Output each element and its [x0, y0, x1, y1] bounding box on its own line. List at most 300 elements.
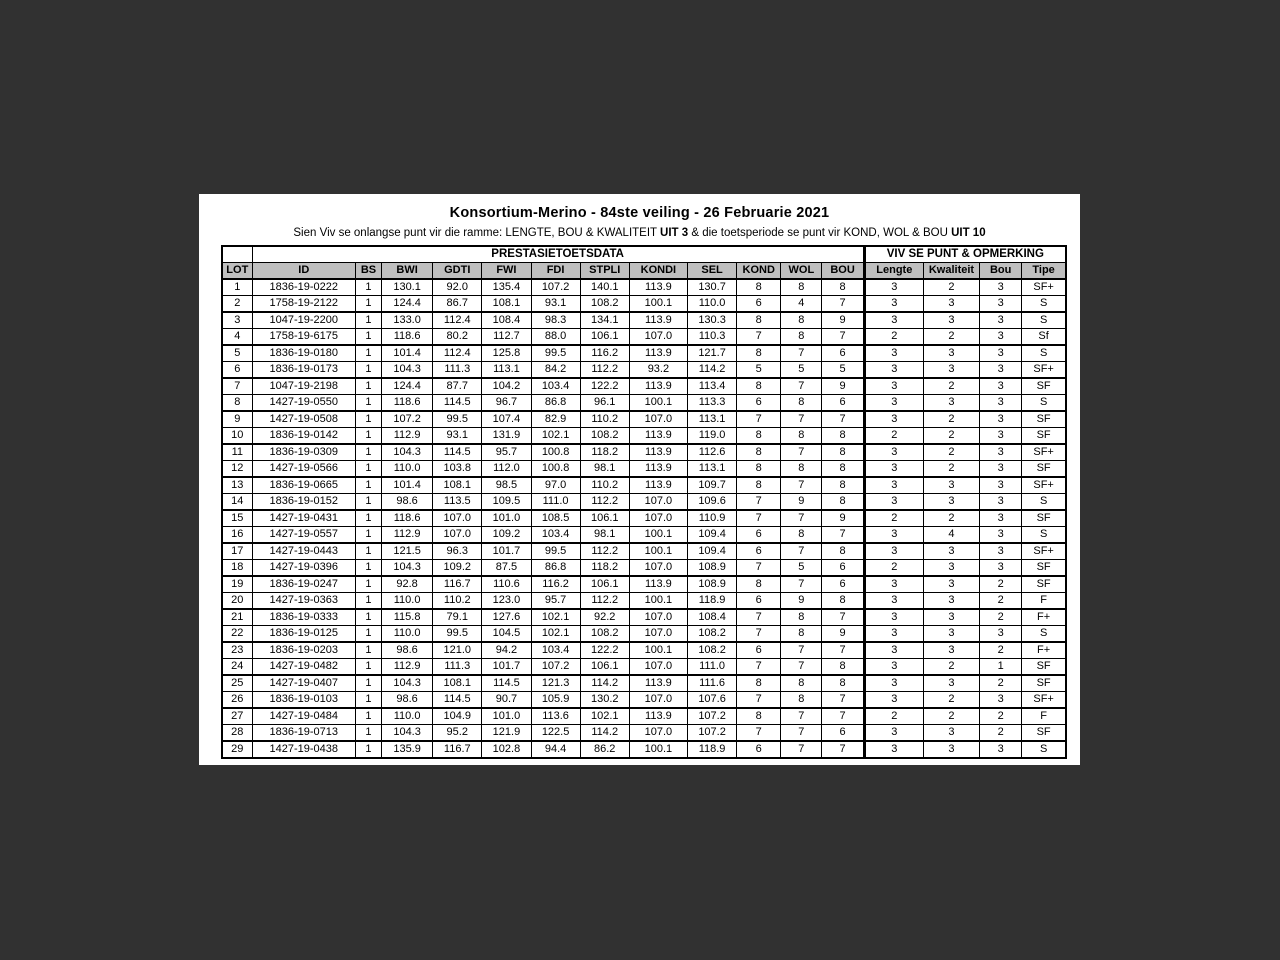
cell-stpli: 118.2: [580, 444, 629, 461]
column-header-kwaliteit: Kwaliteit: [923, 263, 979, 280]
cell-bou: 3: [980, 444, 1022, 461]
cell-kwaliteit: 3: [923, 725, 979, 742]
cell-lengte: 3: [864, 494, 923, 511]
cell-lot: 3: [222, 312, 252, 329]
cell-bs: 1: [355, 395, 381, 412]
cell-bwi: 104.3: [382, 725, 433, 742]
table-row: [222, 279, 1066, 296]
cell-id: 1836-19-0125: [252, 626, 355, 643]
cell-lot: 8: [222, 395, 252, 412]
cell-kondi: 107.0: [629, 626, 687, 643]
cell-stpli: 106.1: [580, 659, 629, 676]
page-title: Konsortium-Merino - 84ste veiling - 26 Februarie 2021: [449, 205, 830, 221]
cell-kond: 6: [737, 593, 781, 610]
cell-wol: 4: [781, 296, 822, 313]
cell-fwi: 101.7: [482, 659, 531, 676]
cell-kwaliteit: 2: [923, 428, 979, 445]
cell-stpli: 114.2: [580, 675, 629, 692]
cell-stpli: 110.2: [580, 411, 629, 428]
cell-stpli: 112.2: [580, 362, 629, 379]
cell-fwi: 102.8: [482, 741, 531, 758]
cell-wol: 9: [781, 593, 822, 610]
cell-wol: 7: [781, 725, 822, 742]
cell-kondi: 107.0: [629, 609, 687, 626]
cell-bs: 1: [355, 692, 381, 709]
cell-kwaliteit: 3: [923, 543, 979, 560]
cell-kond: 6: [737, 543, 781, 560]
cell-lot: 9: [222, 411, 252, 428]
cell-bs: 1: [355, 527, 381, 544]
table-row: [222, 395, 1066, 412]
cell-bou: 7: [822, 642, 864, 659]
cell-lengte: 3: [864, 411, 923, 428]
cell-kwaliteit: 3: [923, 593, 979, 610]
cell-kondi: 100.1: [629, 527, 687, 544]
cell-bou: 8: [822, 675, 864, 692]
cell-id: 1427-19-0396: [252, 560, 355, 577]
cell-fdi: 97.0: [531, 477, 580, 494]
cell-bs: 1: [355, 378, 381, 395]
cell-bs: 1: [355, 560, 381, 577]
cell-bou: 3: [980, 378, 1022, 395]
cell-fwi: 112.7: [482, 329, 531, 346]
cell-stpli: 122.2: [580, 378, 629, 395]
cell-lot: 4: [222, 329, 252, 346]
cell-kwaliteit: 2: [923, 510, 979, 527]
cell-bwi: 101.4: [382, 345, 433, 362]
cell-bou: 3: [980, 626, 1022, 643]
cell-tipe: SF: [1022, 461, 1066, 478]
cell-sel: 107.2: [688, 725, 737, 742]
cell-tipe: SF: [1022, 411, 1066, 428]
cell-kond: 7: [737, 609, 781, 626]
cell-lengte: 3: [864, 345, 923, 362]
cell-gdti: 92.0: [433, 279, 482, 296]
cell-wol: 8: [781, 461, 822, 478]
cell-stpli: 86.2: [580, 741, 629, 758]
cell-stpli: 110.2: [580, 477, 629, 494]
cell-lot: 12: [222, 461, 252, 478]
cell-kond: 7: [737, 626, 781, 643]
cell-bwi: 104.3: [382, 362, 433, 379]
table-row: [222, 494, 1066, 511]
table-row: [222, 477, 1066, 494]
cell-fwi: 113.1: [482, 362, 531, 379]
cell-sel: 109.4: [688, 527, 737, 544]
cell-bwi: 92.8: [382, 576, 433, 593]
cell-fwi: 104.5: [482, 626, 531, 643]
cell-bou: 7: [822, 296, 864, 313]
cell-sel: 108.2: [688, 626, 737, 643]
cell-id: 1427-19-0438: [252, 741, 355, 758]
cell-gdti: 114.5: [433, 395, 482, 412]
table-row: [222, 659, 1066, 676]
table-row: [222, 329, 1066, 346]
cell-fdi: 113.6: [531, 708, 580, 725]
cell-fdi: 102.1: [531, 609, 580, 626]
cell-bou: 3: [980, 329, 1022, 346]
column-header-kond: KOND: [737, 263, 781, 280]
cell-bou: 1: [980, 659, 1022, 676]
cell-tipe: S: [1022, 626, 1066, 643]
column-header-fwi: FWI: [482, 263, 531, 280]
cell-bwi: 112.9: [382, 527, 433, 544]
cell-gdti: 113.5: [433, 494, 482, 511]
cell-sel: 107.6: [688, 692, 737, 709]
cell-bou: 6: [822, 560, 864, 577]
cell-lengte: 2: [864, 708, 923, 725]
page-subtitle: [199, 227, 1080, 239]
cell-kond: 8: [737, 576, 781, 593]
column-header-lot: LOT: [222, 263, 252, 280]
cell-id: 1427-19-0443: [252, 543, 355, 560]
cell-sel: 130.3: [688, 312, 737, 329]
cell-stpli: 108.2: [580, 428, 629, 445]
cell-gdti: 103.8: [433, 461, 482, 478]
cell-wol: 7: [781, 642, 822, 659]
table-row: [222, 692, 1066, 709]
cell-sel: 113.1: [688, 411, 737, 428]
cell-sel: 111.0: [688, 659, 737, 676]
cell-bou: 8: [822, 543, 864, 560]
column-header-gdti: GDTI: [433, 263, 482, 280]
cell-kwaliteit: 3: [923, 642, 979, 659]
cell-lot: 20: [222, 593, 252, 610]
cell-lengte: 3: [864, 741, 923, 758]
cell-kwaliteit: 2: [923, 692, 979, 709]
cell-kond: 8: [737, 345, 781, 362]
cell-fwi: 109.2: [482, 527, 531, 544]
cell-sel: 108.4: [688, 609, 737, 626]
cell-wol: 7: [781, 543, 822, 560]
table-body: [222, 279, 1066, 758]
cell-bou: 8: [822, 444, 864, 461]
cell-lengte: 3: [864, 477, 923, 494]
cell-fdi: 99.5: [531, 543, 580, 560]
cell-fwi: 109.5: [482, 494, 531, 511]
cell-bou: 9: [822, 510, 864, 527]
cell-id: 1427-19-0484: [252, 708, 355, 725]
cell-bou: 3: [980, 494, 1022, 511]
cell-lengte: 3: [864, 659, 923, 676]
cell-fwi: 125.8: [482, 345, 531, 362]
cell-bou: 3: [980, 477, 1022, 494]
cell-bwi: 101.4: [382, 477, 433, 494]
cell-bou: 3: [980, 395, 1022, 412]
cell-sel: 121.7: [688, 345, 737, 362]
cell-stpli: 114.2: [580, 725, 629, 742]
table-row: [222, 642, 1066, 659]
group-header-row: [222, 246, 1066, 263]
cell-bs: 1: [355, 642, 381, 659]
document-sheet: [199, 194, 1080, 765]
cell-bwi: 115.8: [382, 609, 433, 626]
cell-wol: 8: [781, 428, 822, 445]
cell-lengte: 3: [864, 527, 923, 544]
cell-bou: 3: [980, 527, 1022, 544]
cell-tipe: SF: [1022, 659, 1066, 676]
cell-lengte: 3: [864, 725, 923, 742]
cell-fdi: 103.4: [531, 378, 580, 395]
cell-stpli: 116.2: [580, 345, 629, 362]
cell-bou: 7: [822, 329, 864, 346]
cell-fwi: 90.7: [482, 692, 531, 709]
cell-sel: 110.3: [688, 329, 737, 346]
cell-stpli: 122.2: [580, 642, 629, 659]
cell-kondi: 113.9: [629, 345, 687, 362]
cell-bs: 1: [355, 329, 381, 346]
cell-wol: 5: [781, 560, 822, 577]
cell-kond: 7: [737, 725, 781, 742]
cell-bwi: 110.0: [382, 626, 433, 643]
cell-lot: 22: [222, 626, 252, 643]
cell-bou: 3: [980, 692, 1022, 709]
cell-lengte: 3: [864, 609, 923, 626]
cell-id: 1836-19-0665: [252, 477, 355, 494]
cell-wol: 8: [781, 329, 822, 346]
cell-bou: 8: [822, 461, 864, 478]
cell-id: 1047-19-2198: [252, 378, 355, 395]
cell-fdi: 102.1: [531, 626, 580, 643]
table-row: [222, 362, 1066, 379]
cell-bwi: 112.9: [382, 659, 433, 676]
cell-stpli: 112.2: [580, 494, 629, 511]
cell-fdi: 122.5: [531, 725, 580, 742]
cell-sel: 112.6: [688, 444, 737, 461]
cell-bou: 2: [980, 708, 1022, 725]
column-header-bs: BS: [355, 263, 381, 280]
cell-bou: 3: [980, 543, 1022, 560]
cell-tipe: S: [1022, 312, 1066, 329]
column-header-kondi: KONDI: [629, 263, 687, 280]
cell-fdi: 82.9: [531, 411, 580, 428]
cell-kond: 7: [737, 329, 781, 346]
group-header-prestasietoetsdata: PRESTASIETOETSDATA: [252, 246, 864, 263]
cell-wol: 7: [781, 510, 822, 527]
cell-bou: 9: [822, 378, 864, 395]
column-header-bou: Bou: [980, 263, 1022, 280]
cell-tipe: SF: [1022, 428, 1066, 445]
cell-tipe: F: [1022, 593, 1066, 610]
cell-kwaliteit: 3: [923, 345, 979, 362]
cell-id: 1047-19-2200: [252, 312, 355, 329]
cell-fdi: 95.7: [531, 593, 580, 610]
cell-stpli: 112.2: [580, 543, 629, 560]
cell-kwaliteit: 3: [923, 362, 979, 379]
cell-bs: 1: [355, 593, 381, 610]
cell-tipe: SF+: [1022, 279, 1066, 296]
cell-bs: 1: [355, 510, 381, 527]
cell-bwi: 110.0: [382, 708, 433, 725]
cell-bou: 7: [822, 609, 864, 626]
cell-gdti: 114.5: [433, 444, 482, 461]
cell-bs: 1: [355, 659, 381, 676]
cell-fwi: 98.5: [482, 477, 531, 494]
cell-kondi: 100.1: [629, 593, 687, 610]
cell-bs: 1: [355, 708, 381, 725]
cell-tipe: SF+: [1022, 692, 1066, 709]
cell-fwi: 104.2: [482, 378, 531, 395]
column-header-bou: BOU: [822, 263, 864, 280]
cell-fdi: 99.5: [531, 345, 580, 362]
cell-lot: 2: [222, 296, 252, 313]
cell-bou: 2: [980, 593, 1022, 610]
cell-fwi: 95.7: [482, 444, 531, 461]
cell-id: 1836-19-0713: [252, 725, 355, 742]
cell-kondi: 113.9: [629, 675, 687, 692]
cell-kondi: 100.1: [629, 741, 687, 758]
cell-lengte: 3: [864, 279, 923, 296]
cell-lot: 25: [222, 675, 252, 692]
cell-kond: 8: [737, 708, 781, 725]
cell-tipe: SF+: [1022, 543, 1066, 560]
cell-bou: 6: [822, 395, 864, 412]
table-row: [222, 741, 1066, 758]
cell-bou: 2: [980, 675, 1022, 692]
cell-fdi: 105.9: [531, 692, 580, 709]
cell-bs: 1: [355, 609, 381, 626]
cell-stpli: 92.2: [580, 609, 629, 626]
cell-bou: 3: [980, 741, 1022, 758]
cell-kond: 8: [737, 675, 781, 692]
cell-lot: 19: [222, 576, 252, 593]
cell-fwi: 112.0: [482, 461, 531, 478]
cell-wol: 7: [781, 741, 822, 758]
cell-bou: 7: [822, 741, 864, 758]
cell-lot: 17: [222, 543, 252, 560]
cell-tipe: SF: [1022, 510, 1066, 527]
cell-kondi: 100.1: [629, 296, 687, 313]
cell-bs: 1: [355, 461, 381, 478]
cell-fdi: 98.3: [531, 312, 580, 329]
cell-gdti: 86.7: [433, 296, 482, 313]
cell-lot: 13: [222, 477, 252, 494]
cell-bou: 3: [980, 510, 1022, 527]
table-row: [222, 444, 1066, 461]
subtitle-bold-uit10: UIT 10: [951, 227, 986, 239]
cell-bs: 1: [355, 411, 381, 428]
cell-lengte: 2: [864, 560, 923, 577]
cell-kond: 8: [737, 312, 781, 329]
cell-stpli: 106.1: [580, 576, 629, 593]
cell-kond: 6: [737, 527, 781, 544]
cell-tipe: SF: [1022, 560, 1066, 577]
cell-kondi: 93.2: [629, 362, 687, 379]
cell-sel: 114.2: [688, 362, 737, 379]
cell-id: 1427-19-0550: [252, 395, 355, 412]
cell-kond: 5: [737, 362, 781, 379]
cell-kondi: 113.9: [629, 428, 687, 445]
cell-tipe: F: [1022, 708, 1066, 725]
column-header-wol: WOL: [781, 263, 822, 280]
cell-kondi: 113.9: [629, 378, 687, 395]
cell-sel: 108.9: [688, 576, 737, 593]
cell-fdi: 86.8: [531, 560, 580, 577]
cell-lengte: 3: [864, 395, 923, 412]
cell-bwi: 104.3: [382, 444, 433, 461]
cell-fwi: 101.0: [482, 510, 531, 527]
cell-gdti: 99.5: [433, 411, 482, 428]
cell-gdti: 104.9: [433, 708, 482, 725]
cell-fdi: 102.1: [531, 428, 580, 445]
cell-kond: 8: [737, 477, 781, 494]
cell-kwaliteit: 3: [923, 312, 979, 329]
cell-wol: 9: [781, 494, 822, 511]
cell-sel: 108.9: [688, 560, 737, 577]
cell-kond: 8: [737, 378, 781, 395]
cell-lengte: 3: [864, 362, 923, 379]
performance-table: [221, 245, 1067, 759]
cell-lengte: 2: [864, 510, 923, 527]
cell-bs: 1: [355, 279, 381, 296]
cell-fdi: 100.8: [531, 461, 580, 478]
cell-id: 1427-19-0431: [252, 510, 355, 527]
cell-tipe: F+: [1022, 642, 1066, 659]
cell-kondi: 100.1: [629, 395, 687, 412]
column-header-stpli: STPLI: [580, 263, 629, 280]
cell-kond: 6: [737, 395, 781, 412]
cell-kond: 7: [737, 411, 781, 428]
cell-fwi: 101.0: [482, 708, 531, 725]
cell-bou: 2: [980, 725, 1022, 742]
subtitle-text-2: & die toetsperiode se punt vir KOND, WOL & BOU: [688, 227, 952, 239]
cell-bou: 2: [980, 642, 1022, 659]
cell-wol: 8: [781, 312, 822, 329]
cell-stpli: 130.2: [580, 692, 629, 709]
cell-bs: 1: [355, 725, 381, 742]
cell-wol: 7: [781, 659, 822, 676]
cell-kond: 8: [737, 279, 781, 296]
cell-tipe: S: [1022, 527, 1066, 544]
cell-stpli: 108.2: [580, 296, 629, 313]
cell-kondi: 113.9: [629, 444, 687, 461]
cell-kondi: 107.0: [629, 494, 687, 511]
cell-fwi: 135.4: [482, 279, 531, 296]
cell-stpli: 98.1: [580, 461, 629, 478]
cell-lot: 6: [222, 362, 252, 379]
table-row: [222, 411, 1066, 428]
cell-fwi: 101.7: [482, 543, 531, 560]
cell-stpli: 108.2: [580, 626, 629, 643]
cell-bou: 3: [980, 560, 1022, 577]
cell-wol: 8: [781, 527, 822, 544]
cell-stpli: 140.1: [580, 279, 629, 296]
cell-kwaliteit: 3: [923, 576, 979, 593]
cell-lengte: 2: [864, 428, 923, 445]
cell-gdti: 109.2: [433, 560, 482, 577]
group-header-empty: [222, 246, 252, 263]
cell-sel: 113.3: [688, 395, 737, 412]
column-header-id: ID: [252, 263, 355, 280]
table-row: [222, 312, 1066, 329]
cell-kwaliteit: 3: [923, 494, 979, 511]
cell-sel: 109.6: [688, 494, 737, 511]
cell-gdti: 80.2: [433, 329, 482, 346]
cell-id: 1427-19-0363: [252, 593, 355, 610]
cell-lengte: 3: [864, 642, 923, 659]
cell-kwaliteit: 3: [923, 609, 979, 626]
cell-gdti: 107.0: [433, 527, 482, 544]
cell-kond: 6: [737, 296, 781, 313]
cell-wol: 8: [781, 279, 822, 296]
cell-lengte: 3: [864, 543, 923, 560]
cell-lengte: 3: [864, 626, 923, 643]
cell-lengte: 3: [864, 378, 923, 395]
cell-fwi: 96.7: [482, 395, 531, 412]
cell-wol: 8: [781, 609, 822, 626]
cell-bwi: 135.9: [382, 741, 433, 758]
cell-gdti: 93.1: [433, 428, 482, 445]
